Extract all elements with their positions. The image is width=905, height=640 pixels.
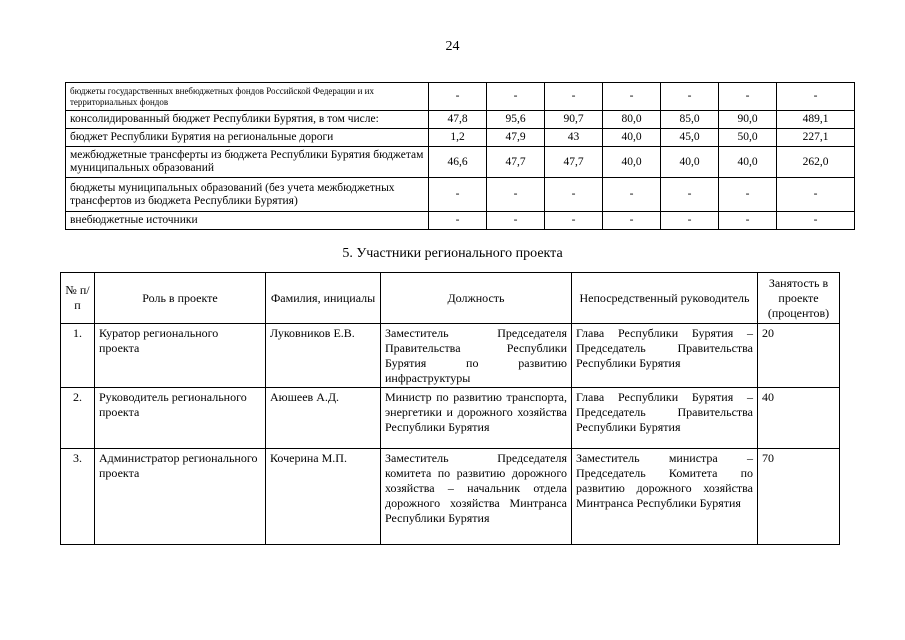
financing-cell: - [545,212,603,230]
financing-cell: 46,6 [429,147,487,178]
financing-cell: - [777,212,855,230]
financing-cell: 90,0 [719,111,777,129]
financing-cell: 40,0 [603,147,661,178]
participant-employment: 70 [758,449,840,545]
financing-cell: - [545,178,603,212]
financing-cell: - [603,178,661,212]
financing-cell: - [661,83,719,111]
participant-employment: 40 [758,388,840,449]
header-role: Роль в проекте [95,273,266,324]
financing-cell: 80,0 [603,111,661,129]
header-number: № п/п [61,273,95,324]
header-name: Фамилия, инициалы [266,273,381,324]
financing-cell: 227,1 [777,129,855,147]
financing-cell: - [661,212,719,230]
financing-cell: 40,0 [661,147,719,178]
financing-cell: - [603,212,661,230]
participant-name: Луковников Е.В. [266,324,381,388]
participant-name: Кочерина М.П. [266,449,381,545]
financing-row-label: консолидированный бюджет Республики Бурятия, в том числе: [66,111,429,129]
financing-cell: 50,0 [719,129,777,147]
participant-position: Заместитель Председателя Правительства Республики Бурятия по развитию инфраструктуры [381,324,572,388]
financing-cell: - [777,83,855,111]
financing-row-label: межбюджетные трансферты из бюджета Республики Бурятия бюджетам муниципальных образований [66,147,429,178]
participant-row [61,388,840,449]
financing-cell: - [661,178,719,212]
participant-supervisor: Глава Республики Бурятия – Председатель Правительства Республики Бурятия [572,324,758,388]
financing-cell: 43 [545,129,603,147]
header-position: Должность [381,273,572,324]
financing-cell: - [719,212,777,230]
financing-cell: 45,0 [661,129,719,147]
participant-number: 2. [61,388,95,449]
header-employment: Занятость в проекте (процентов) [758,273,840,324]
financing-row [66,111,855,129]
participant-row [61,449,840,545]
financing-cell: - [429,212,487,230]
participant-number: 3. [61,449,95,545]
financing-cell: - [719,178,777,212]
financing-cell: - [545,83,603,111]
financing-row [66,212,855,230]
financing-cell: - [487,83,545,111]
financing-row-label: внебюджетные источники [66,212,429,230]
header-supervisor: Непосредственный руководитель [572,273,758,324]
financing-cell: - [487,212,545,230]
financing-cell: 489,1 [777,111,855,129]
section-title: 5. Участники регионального проекта [342,246,563,261]
participant-supervisor: Заместитель министра – Председатель Комитета по развитию дорожного хозяйства Минтранса Республики Бурятия [572,449,758,545]
financing-row [66,129,855,147]
participants-table [60,272,840,545]
financing-cell: 1,2 [429,129,487,147]
financing-row-label: бюджет Республики Бурятия на региональные дороги [66,129,429,147]
financing-cell: - [487,178,545,212]
financing-cell: - [429,178,487,212]
financing-row-label: бюджеты государственных внебюджетных фондов Российской Федерации и их территориальных фондов [66,83,429,111]
participant-position: Заместитель Председателя комитета по развитию дорожного хозяйства – начальник отдела дорожного хозяйства Минтранса Республики Бурятия [381,449,572,545]
financing-cell: 40,0 [719,147,777,178]
financing-row [66,83,855,111]
participants-header-row [61,273,840,324]
financing-row [66,178,855,212]
financing-cell: 47,9 [487,129,545,147]
financing-cell: 47,7 [487,147,545,178]
financing-cell: 95,6 [487,111,545,129]
financing-cell: - [719,83,777,111]
financing-cell: 47,7 [545,147,603,178]
participant-supervisor: Глава Республики Бурятия – Председатель Правительства Республики Бурятия [572,388,758,449]
participant-position: Министр по развитию транспорта, энергетики и дорожного хозяйства Республики Бурятия [381,388,572,449]
financing-cell: 262,0 [777,147,855,178]
financing-row [66,147,855,178]
financing-cell: - [603,83,661,111]
financing-cell: - [429,83,487,111]
financing-cell: 85,0 [661,111,719,129]
financing-cell: 90,7 [545,111,603,129]
financing-table [65,82,855,230]
financing-cell: 47,8 [429,111,487,129]
financing-row-label: бюджеты муниципальных образований (без учета межбюджетных трансфертов из бюджета Республики Бурятия) [66,178,429,212]
participant-role: Куратор регионального проекта [95,324,266,388]
participant-role: Руководитель регионального проекта [95,388,266,449]
participant-name: Аюшеев А.Д. [266,388,381,449]
participant-role: Администратор регионального проекта [95,449,266,545]
page-number: 24 [445,39,460,54]
participant-number: 1. [61,324,95,388]
financing-cell: - [777,178,855,212]
participant-row [61,324,840,388]
participant-employment: 20 [758,324,840,388]
financing-cell: 40,0 [603,129,661,147]
